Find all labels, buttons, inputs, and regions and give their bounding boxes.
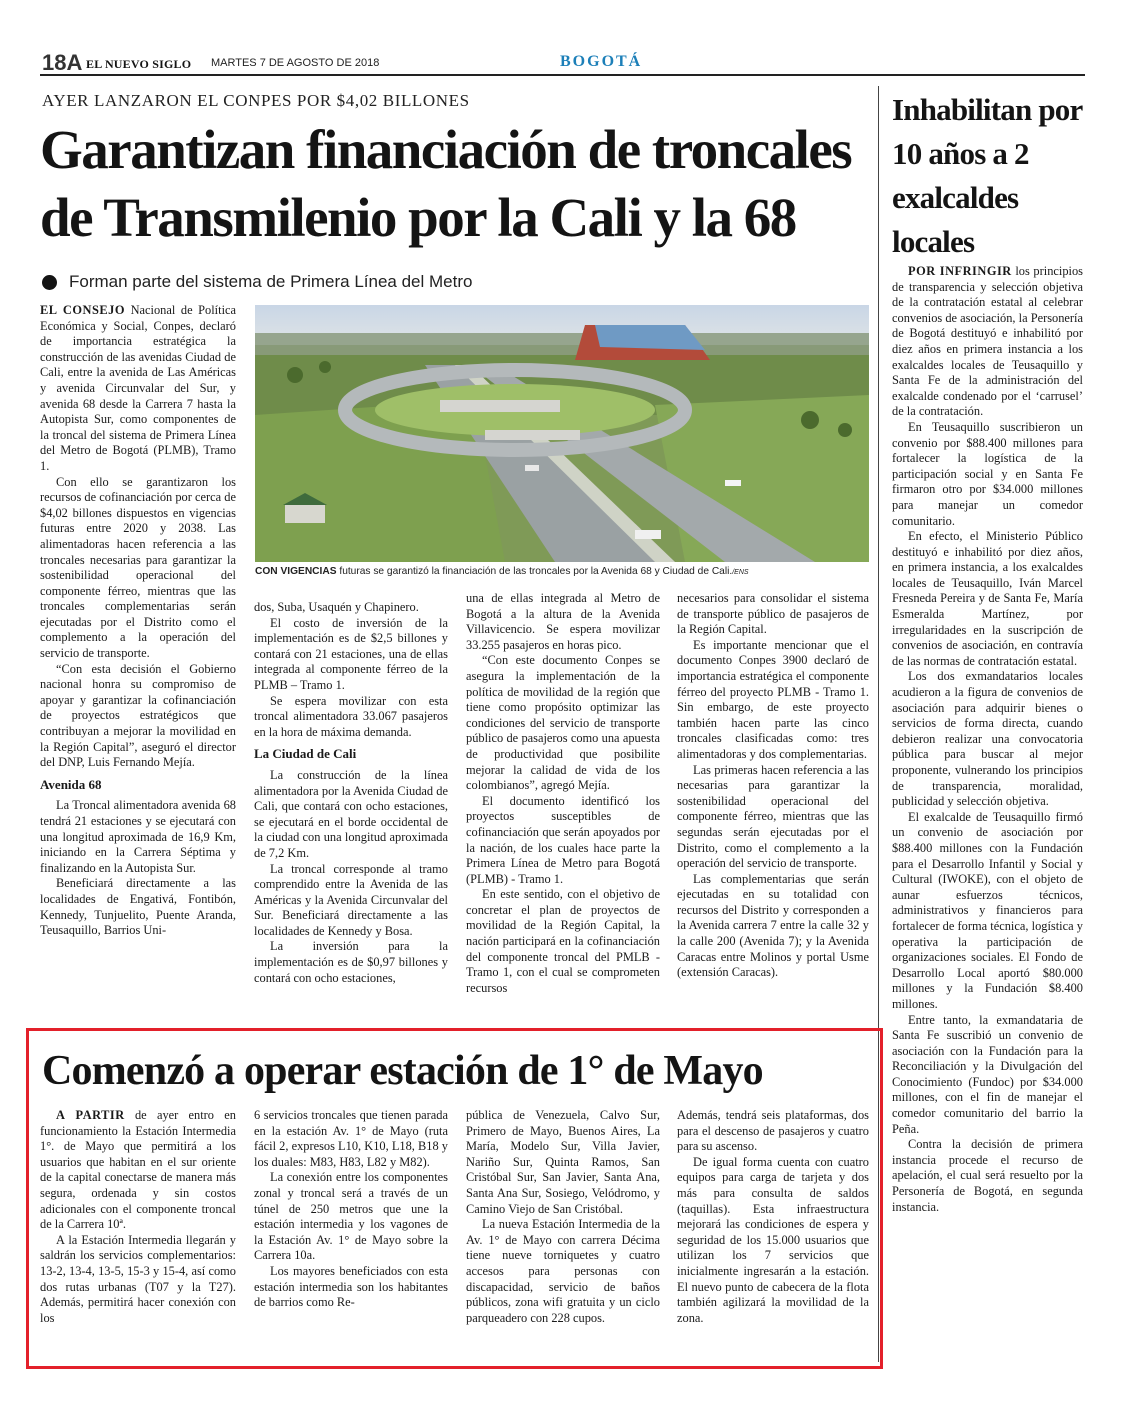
paragraph: Las primeras hacen referencia a las necesarias para garantizar la sostenibilidad operacional del componente férreo, mientras que las segundas serán ejecutadas por el Distrito, como el complemento a la operación del servicio de transporte.	[677, 762, 869, 871]
lead-in: A PARTIR	[56, 1108, 125, 1122]
paragraph: En Teusaquillo suscribieron un convenio por $88.400 millones para fortalecer la logística de la participación social y en Santa Fe firmaron otro por $34.000 millones para manejar un comedor comunitario.	[892, 419, 1083, 528]
caption-lead: CON VIGENCIAS	[255, 566, 337, 577]
paragraph: En este sentido, con el objetivo de concretar el plan de proyectos de movilidad de la Región Capital, la nación participará en la cofinanciación del componente troncal del PMLB - Tramo 1, con el cual se comprometen recursos	[466, 887, 660, 995]
lead-in: EL CONSEJO	[40, 303, 125, 317]
paragraph: 6 servicios troncales que tienen parada en la estación Av. 1° de Mayo (ruta fácil 2, expresos L10, K10, L18, B18 y los duales: M83, H83, L82 y M82).	[254, 1108, 448, 1169]
page-number: 18A	[42, 50, 83, 75]
paragraph: A la Estación Intermedia llegarán y saldrán los servicios complementarios: 13-2, 13-4, 13-5, 15-3 y 15-4, así como dos rutas urbanas (T07 y la T27). Además, permitirá hacer conexión con los	[40, 1232, 236, 1325]
paragraph: dos, Suba, Usaquén y Chapinero.	[254, 600, 419, 614]
paragraph: La conexión entre los componentes zonal y troncal será a través de un túnel de 250 metros que une la estación intermedia y los vagones de la Estación Av. 1° de Mayo sobre la Carrera 10a.	[254, 1170, 448, 1263]
box-column-2	[254, 1108, 448, 1358]
paragraph: La inversión para la implementación es de $0,97 billones y contará con ocho estaciones,	[254, 939, 448, 985]
article-headline: Garantizan financiación de troncales de Transmilenio por la Cali y la 68	[40, 119, 852, 248]
section-label: BOGOTÁ	[560, 53, 643, 70]
paragraph: POR INFRINGIR los principios de transparencia y selección objetiva de la contratación estatal al celebrar convenios de asociación, la Personería de Bogotá destituyó e inhabilitó por diez años en primera instancia a los exalcaldes locales de Teusaquillo y Santa Fe de la administración del exalcalde condenado por el ‘carrusel’ de la contratación.	[892, 264, 1083, 419]
bullet-icon	[42, 275, 57, 290]
paragraph: A PARTIR de ayer entro en funcionamiento la Estación Intermedia 1°. de Mayo que permitirá a los usuarios que habitan en el sur oriente de la capital conectarse de manera más segura, ordenada y sin costos adicionales con el componente troncal de la Carrera 10ª.	[40, 1108, 236, 1232]
box-column-4	[677, 1108, 869, 1358]
paragraph: Además, tendrá seis plataformas, dos para el descenso de pasajeros y cuatro para su ascenso.	[677, 1108, 869, 1154]
article-column-2	[254, 600, 448, 1020]
paragraph: Entre tanto, la exmandataria de Santa Fe suscribió un convenio de asociación con la Fundación para la Reconciliación y la Divulgación del Conocimiento (Fundoc) por $34.000 millones, con el fin de manejar el comedor comunitario del barrio la Peña.	[892, 1012, 1083, 1136]
photo-credit: /ENS	[732, 569, 749, 576]
article-column-1	[40, 303, 236, 1016]
paragraph: La nueva Estación Intermedia de la Av. 1° de Mayo con carrera Décima tiene nueve torniquetes y cuatro accesos para personas con discapacidad, servicio de baños públicos, zona wifi gratuita y un ciclo parqueadero con 228 cupos.	[466, 1217, 660, 1325]
issue-date: MARTES 7 DE AGOSTO DE 2018	[211, 57, 380, 69]
paragraph: Se espera movilizar con esta troncal alimentadora 33.067 pasajeros en la hora de máxima demanda.	[254, 693, 448, 739]
paragraph: El documento identificó los proyectos susceptibles de cofinanciación que serán apoyados por la nación, de los cuales hace parte la Primera Línea de Metro para Bogotá (PLMB) - Tramo 1.	[466, 793, 660, 886]
photo-caption	[255, 566, 869, 577]
subhead: La Ciudad de Cali	[254, 746, 357, 762]
paragraph: necesarios para consolidar el sistema de transporte público de pasajeros de la Región Capital.	[677, 591, 869, 637]
paragraph: pública de Venezuela, Calvo Sur, Primero de Mayo, Buenos Aires, La María, Modelo Sur, Villa Javier, Nariño Sur, Quinta Ramos, San Cristóbal Sur, San Javier, Santa Ana, Santa Ana Sur, Sosiego, Velódromo, y Camino Viejo de San Cristóbal.	[466, 1108, 660, 1216]
paragraph: En efecto, el Ministerio Público destituyó e inhabilitó por diez años, en primera instancia, a los exalcaldes locales de Teusaquillo, Iván Marcel Fresneda Pereira y de Santa Fe, María Esmeralda Martínez, por irregularidades en la suscripción de convenios de asociación, en contravía de las normas de contratación estatal.	[892, 529, 1083, 668]
paragraph: El costo de inversión de la implementación es de $2,5 billones y contará con 21 estaciones, una de ellas integrada al componente férreo de la PLMB – Tramo 1.	[254, 615, 448, 692]
paragraph: Las complementarias que serán ejecutadas en su totalidad con recursos del Distrito y corresponden a la Avenida carrera 7 entre la calle 32 y la calle 200 (Avenida 7); y la Avenida Caracas entre Molinos y portal Usme (extensión Caracas).	[677, 871, 869, 980]
aerial-highway-photo	[255, 305, 869, 562]
paragraph: La troncal corresponde al tramo comprendido entre la Avenida de las Américas y la Avenida Circunvalar del Sur. Beneficiará directamente a las localidades de Kennedy y Bosa.	[254, 861, 448, 938]
sidebar-headline: Inhabilitan por 10 años a 2 exalcaldes locales	[892, 92, 1082, 259]
paragraph: EL CONSEJO Nacional de Política Económica y Social, Conpes, declaró de importancia estratégica la construcción de las avenidas Ciudad de Cali, entre la avenida de Las Américas y avenida Circunvalar del Sur, y avenida 68 desde la Carrera 7 hasta la Autopista Sur, como componentes de la troncal del sistema de Primera Línea del Metro de Bogotá (PLMB), Tramo 1.	[40, 303, 236, 473]
subheadline-text: Forman parte del sistema de Primera Línea del Metro	[69, 272, 473, 291]
sidebar-column	[892, 264, 1083, 1364]
paragraph: Con ello se garantizaron los recursos de cofinanciación por cerca de $4,02 billones dispuestos en vigencias futuras entre 2020 y 2038. Las alimentadoras hacen referencia a las troncales necesarias para garantizar la sostenibilidad operacional del componente férreo, mientras que las troncales complementarias serán ejecutadas por el Distrito como el complemento a la operación del servicio de transporte.	[40, 474, 236, 661]
paragraph: Los mayores beneficiados con esta estación intermedia son los habitantes de barrios como Re-	[254, 1263, 448, 1310]
box-headline: Comenzó a operar estación de 1° de Mayo	[42, 1048, 763, 1094]
box-column-3	[466, 1108, 660, 1358]
article-photo	[255, 305, 869, 562]
paragraph: “Con este documento Conpes se asegura la implementación de la política de movilidad de la región que tiene como propósito optimizar las condiciones del servicio de transporte público de pasajeros como una apuesta de productividad que posibilite mejorar la calidad de vida de los colombianos”, agregó Mejía.	[466, 653, 660, 793]
article-kicker: AYER LANZARON EL CONPES POR $4,02 BILLONES	[42, 91, 470, 110]
paragraph: una de ellas integrada al Metro de Bogotá a la altura de la Avenida Villavicencio. Se espera movilizar 33.255 pasajeros en horas pico.	[466, 591, 660, 652]
paragraph: “Con esta decisión el Gobierno nacional honra su compromiso de apoyar y garantizar la cofinanciación de proyectos estratégicos que contribuyan a mejorar la movilidad en la Región Capital”, aseguró el director del DNP, Luis Fernando Mejía.	[40, 661, 236, 770]
paragraph: La construcción de la línea alimentadora por la Avenida Ciudad de Cali, que contará con ocho estaciones, se ejecutará en el borde occidental de la ciudad con una longitud aproximada de 7,2 Km.	[254, 767, 448, 860]
subhead: Avenida 68	[40, 776, 102, 792]
caption-text: futuras se garantizó la financiación de las troncales por la Avenida 68 y Ciudad de Cali.	[339, 566, 733, 577]
paragraph: Los dos exmandatarios locales acudieron a la figura de convenios de asociación para adquirir bienes o servicios de forma directa, cuando debieron realizar una convocatoria pública para buscar al mejor proponente, vulnerando los principios de transparencia, moralidad, publicidad y selección objetiva.	[892, 669, 1083, 809]
paragraph: Es importante mencionar que el documento Conpes 3900 declaró de importancia estratégica el componente férreo del proyecto PLMB - Tramo 1. Sin embargo, de este proyecto también hacen parte las cinco troncales clasificadas como: tres alimentadoras y dos complementarias.	[677, 637, 869, 761]
paragraph: Beneficiará directamente a las localidades de Engativá, Fontibón, Kennedy, Tunjuelito, Puente Aranda, Teusaquillo, Barrios Uni-	[40, 876, 236, 938]
lead-in: POR INFRINGIR	[908, 264, 1012, 278]
newspaper-name: EL NUEVO SIGLO	[86, 57, 192, 71]
article-column-4	[677, 591, 869, 1020]
paragraph: De igual forma cuenta con cuatro equipos para carga de tarjeta y dos más para consulta de saldos (taquillas). Esta infraestructura mejorará las condiciones de espera y seguridad de los 15.000 usuarios que utilizan los 7 servicios que inicialmente ingresarán a la estación. El nuevo punto de cabecera de la flota también agilizará la movilidad de la zona.	[677, 1154, 869, 1325]
box-column-1	[40, 1108, 236, 1358]
article-column-3	[466, 591, 660, 1020]
paragraph: El exalcalde de Teusaquillo firmó un convenio de asociación por $88.400 millones con la Fundación para el Desarrollo Infantil y Social y Cultural (IWOKE), con el objeto de aunar esfuerzos técnicos, administrativos y financieros para fortalecer de forma técnica, logística y operativa la participación de organizaciones sociales. El Fondo de Desarrollo Local aportó $80.000 millones y la Fundación $8.400 millones.	[892, 809, 1083, 1011]
page-header	[40, 48, 1085, 76]
paragraph: La Troncal alimentadora avenida 68 tendrá 21 estaciones y se ejecutará con una longitud aproximada de 16,9 Km, iniciando en la Carrera Séptima y finalizando en la Autopista Sur.	[40, 798, 236, 875]
article-subheadline	[42, 272, 472, 292]
paragraph: Contra la decisión de primera instancia procede el recurso de apelación, el cual será resuelto por la Personería de Bogotá, en segunda instancia.	[892, 1137, 1083, 1214]
